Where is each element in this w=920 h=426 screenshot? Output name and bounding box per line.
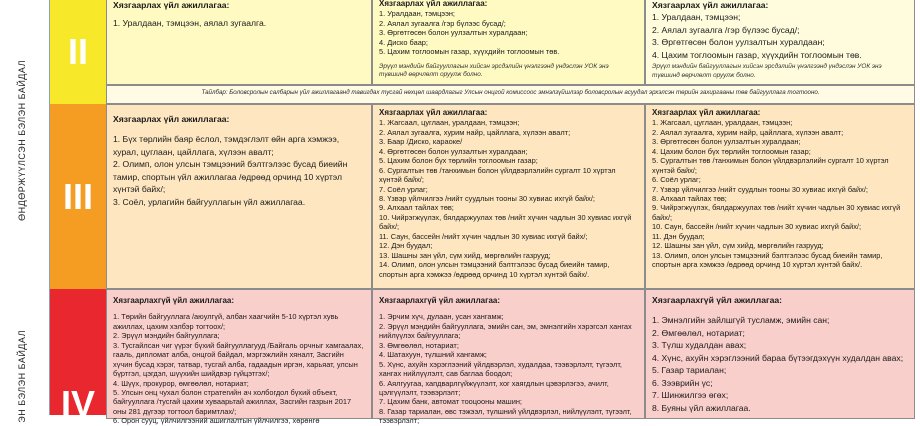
list-item: 10. Саун, бассейн /нийт хүчин чадлын 30 хувиас ихгүй байх/;	[652, 222, 862, 232]
level-3-col-2	[372, 104, 645, 289]
list-item: 5. Улсын онц чухал болон стратегийн ач холбогдол бүхий объект, байгууллага /тусгай цахим хуваарьтай ажиллах, Засгийн газрын 2017 оны 281 дүгээр тогтоол баримтлах/;	[113, 387, 352, 416]
list-item: 1. Уралдаан, тэмцээн;	[652, 12, 741, 23]
list-item: 12. Дэн буудал;	[379, 241, 433, 251]
list-item: 4. Цахим болон бүх төрлийн тоглоомын газар;	[652, 146, 811, 156]
list-item: 8. Алхаал тайлах төв;	[652, 193, 727, 203]
level-2-col-1	[106, 0, 372, 85]
list-item: 4. Диско баар;	[379, 37, 428, 47]
cell-note: Эрүүл мэндийн байгууллагын хийсэн эрсдэлийн үнэлгээнд үндэслэн УОК энэ түвшинд өөрчлөлт оруулж болно.	[379, 62, 609, 78]
level-3-col-1	[106, 104, 372, 289]
cell-title: Хязгаарлахгүй үйл ажиллагаа:	[113, 296, 235, 305]
list-item: 6. Соёл урлаг;	[652, 175, 701, 185]
list-item: 6. Аялгуугаа, хапдварлгүйжүүлэлт, хог хаягдлын цэвэрлэгээ, ачилт, цэлгүүлэлт, тээвэрлэлт;	[379, 378, 609, 397]
list-item: 2. Эрүүл мэндийн байгууллага;	[113, 331, 220, 341]
level-3-bar	[50, 104, 106, 289]
level-3-label: III	[62, 175, 93, 217]
level-2-bar	[50, 0, 106, 104]
list-item: 7. Цахим банк, автомат тооцооны машин;	[379, 397, 522, 407]
list-item: 8. Буяны үйл ажиллагаа.	[652, 402, 751, 413]
list-item: 3. Өргөтгөсөн болон уулзалтын хуралдаан;	[379, 28, 528, 38]
level-3-col-3	[645, 104, 915, 289]
list-item: 6. Сургалтын төв /танхимын болон үйлдвэрлэлийн сургалт 10 хүртэл хүнтэй байх/;	[379, 165, 616, 185]
list-item: 7. Соёл урлаг;	[379, 184, 428, 194]
list-item: 7. Шинжилгээ өгөх;	[652, 390, 729, 401]
list-item: 11. Саун, бассейн /нийт хүчин чадлын 30 хувиас ихгүй байх/;	[379, 231, 588, 241]
list-item: 3. Баар /Диско, караоке/	[379, 137, 463, 147]
level-4-bar	[50, 289, 106, 424]
list-item: 2. Аялал зугаалга /гэр бүлээс бусад/;	[652, 24, 800, 35]
list-item: 12. Шашны зан үйл, сүм хийд, мөргөлийн газрууд;	[652, 241, 824, 251]
list-item: 2. Аялал зугаалга /гэр бүлээс бусад/;	[379, 18, 506, 28]
list-item: 14. Олимп, олон улсын тэмцээний бэлтгэлээс бусад биеийн тамир, спортын арга хэмжээ /өдрөөд орчинд 10 хүртэл хүнтэй байх/.	[379, 260, 610, 279]
list-item: 9. Чийрэгжүүлэх, бялдаржуулах төв /нийт хүчин чадлын 30 хувиас ихгүй байх/;	[652, 203, 901, 222]
cell-title: Хязгаарлах үйл ажиллагаа:	[379, 108, 488, 117]
cell-title: Хязгаарлах үйл ажиллагаа:	[652, 108, 761, 117]
list-item: 4. Хүнс, ахуйн хэрэглээний бараа бүтээгдэхүүн худалдан авах;	[652, 352, 904, 363]
list-item: 13. Олимп, олон улсын тэмцээний бэлтгэлээс бусад биеийн тамир, спортын арга хэмжээ /өдрөөд орчинд 10 хүртэл хүнтэй байх/.	[652, 250, 883, 270]
list-item: 5. Газар тариалан;	[652, 365, 727, 376]
remark-row: Тайлбар: Боловсролын салбарын үйл ажиллагаанд тавигдах тусгай нөхцөл шаардлагыг Улсын онцгой комиссоос эмнэлзүйшлээр боловсролын асуудал эрхэлсэн төрийн захиргааны төв байгууллага тогтооно.	[106, 85, 915, 104]
cell-note: Эрүүл мэндийн байгууллагын хийсэн эрсдэлийн үнэлгээнд үндэслэн УОК энэ түвшинд өөрчлөлт оруулж болно.	[652, 63, 882, 79]
list-item: 13. Шашны зан үйл, сүм хийд, мөргөлийн газрууд;	[379, 250, 551, 260]
list-item: 3. Өмгөөлөл, нотариат;	[379, 340, 459, 350]
list-item: 2. Эрүүл мэндийн байгууллага, эмийн сан, эм, эмнэлгийн хэрэгсэл хангах нийлүүлэх байгууллага;	[379, 321, 632, 341]
level-2-col-3	[645, 0, 915, 85]
list-item: 3. Тусгайлсан чиг үүрэг бүхий байгууллагууд /Байгаль орчныг хамгаалах, гааль, дипломат алба, онцгой байдал, мэргэжлийн хяналт, Засгийн хүчин бусад хэрэг, татвар, тусгай алба, гадаадын иргэн, харьяат, улсын бүртгэл, цэгдэл, шүүхийн шийдвэр гүйцэтгэх/;	[113, 340, 364, 379]
cell-title: Хязгаарлах үйл ажиллагаа:	[652, 0, 769, 10]
list-item: 1. Бүх төрлийн баяр ёслол, тэмдэглэлт өйн арга хэмжээ, хурал, цуглаан, цайллага, хүлээн авалт;	[113, 134, 340, 157]
list-item: 1. Уралдаан, тэмцээн, аялал зугаалга.	[113, 18, 267, 29]
list-item: 10. Чийрэгжүүлэх, бялдаржуулах төв /нийт хүчин чадлын 30 хувиас ихгүй байх/;	[379, 212, 632, 232]
side-label-lower: ЭН БЭЛЭН БАЙДАЛ	[17, 330, 27, 423]
level-4-col-2	[372, 289, 645, 426]
list-item: 3. Соёл, урлагийн байгууллагын үйл ажиллагаа.	[113, 196, 306, 207]
list-item: 8. Газар тариалан, өвс тэжээл, түлшний үйлдвэрлэл, нийлүүлэлт, түгээлт, тээвэрлэлт;	[379, 406, 632, 426]
list-item: 9. Алхаал тайлах төв;	[379, 203, 454, 213]
list-item: 2. Олимп, олон улсын тэмцээний бэлтгэлээс бусад биеийн тамир, спортын үйл ажиллагаа /өдрөөд орчинд 10 хүртэл хүнтэй байх/;	[113, 159, 348, 195]
list-item: 4. Өргөтгөсөн болон уулзалтын хуралдаан;	[379, 146, 528, 156]
side-label-column	[0, 0, 50, 423]
level-4-label: IV	[60, 383, 95, 424]
list-item: 6. Зээврийн үс;	[652, 377, 713, 388]
list-item: 6. Орон сууц, үйлчилгээний ашиглалтын үйлчилгээ, хөрөнгө	[113, 416, 320, 426]
level-2-label: II	[67, 31, 88, 72]
list-item: 4. Шүүх, прокурор, өмгөөлөл, нотариат;	[113, 378, 249, 388]
level-4-col-1	[106, 289, 372, 426]
cell-title: Хязгаарлах үйл ажиллагаа:	[113, 114, 230, 124]
side-label-heightened: ӨНДӨРЖҮҮЛСЭН БЭЛЭН БАЙДАЛ	[17, 60, 27, 221]
list-item: 5. Сургалтын төв /танхимын болон үйлдвэрлэлийн сургалт 10 хүртэл хүнтэй байх/;	[652, 156, 889, 175]
cell-title: Хязгаарлах үйл ажиллагаа:	[113, 0, 230, 10]
list-item: 11. Дэн буудал;	[652, 231, 705, 241]
level-2-col-2	[372, 0, 645, 85]
cell-title: Хязгаарлахгүй үйл ажиллагаа:	[379, 296, 501, 305]
list-item: 5. Цахим тоглоомын газар, хүүхдийн тоглоомын төв.	[379, 47, 560, 57]
list-item: 1. Төрийн байгууллага /аюулгүй, албан хаагчийн 5-10 хүртэл хувь ажиллах, цахим хэлбэр тогтоох/;	[113, 312, 339, 331]
list-item: 2. Аялал зугаалга, хурим найр, цайллага, хүлээн авалт;	[379, 127, 571, 137]
list-item: 7. Үзвэр үйлчилгээ /нийт суудлын тооны 30 хувиас ихгүй байх/;	[652, 184, 868, 194]
list-item: 4. Шатахуун, түлшний хангамж;	[379, 350, 487, 360]
list-item: 3. Өргөтгөсөн болон уулзалтын хуралдаан;	[652, 37, 825, 48]
cell-title: Хязгаарлахгүй үйл ажиллагаа:	[652, 295, 783, 305]
list-item: 3. Түлш худалдан авах;	[652, 340, 747, 351]
list-item: 1. Эрчим хүч, дулаан, усан хангамж;	[379, 312, 504, 322]
list-item: 5. Хүнс, ахуйн хэрэглээний үйлдвэрлэл, худалдаа, тээвэрлэлт, түгээлт, хангах нийлүүлэлт, сав баглаа боодол;	[379, 359, 622, 379]
level-4-col-3	[645, 289, 915, 419]
list-item: 5. Цахим болон бүх төрлийн тоглоомын газар;	[379, 156, 538, 166]
list-item: 1. Жагсаал, цуглаан, уралдаан, тэмцээн;	[652, 118, 793, 128]
cell-title: Хязгаарлах үйл ажиллагаа:	[379, 0, 488, 8]
list-item: 2. Аялал зугаалга, хурим найр, цайллага, хүлээн авалт;	[652, 127, 844, 137]
list-item: 2. Өмгөөлөл, нотариат;	[652, 327, 745, 338]
list-item: 1. Жагсаал, цуглаан, уралдаан, тэмцээн;	[379, 118, 520, 128]
list-item: 8. Үзвэр үйлчилгээ /нийт суудлын тооны 30 хувиас ихгүй байх/;	[379, 193, 595, 203]
list-item: 4. Цахим тоглоомын газар, хүүхдийн тоглоомын төв.	[652, 49, 862, 60]
list-item: 1. Эмнэлгийн зайлшгүй тусламж, эмийн сан;	[652, 315, 830, 326]
list-item: 3. Өргөтгөсөн болон уулзалтын хуралдаан;	[652, 137, 801, 147]
list-item: 1. Уралдаан, тэмцээн;	[379, 9, 455, 19]
